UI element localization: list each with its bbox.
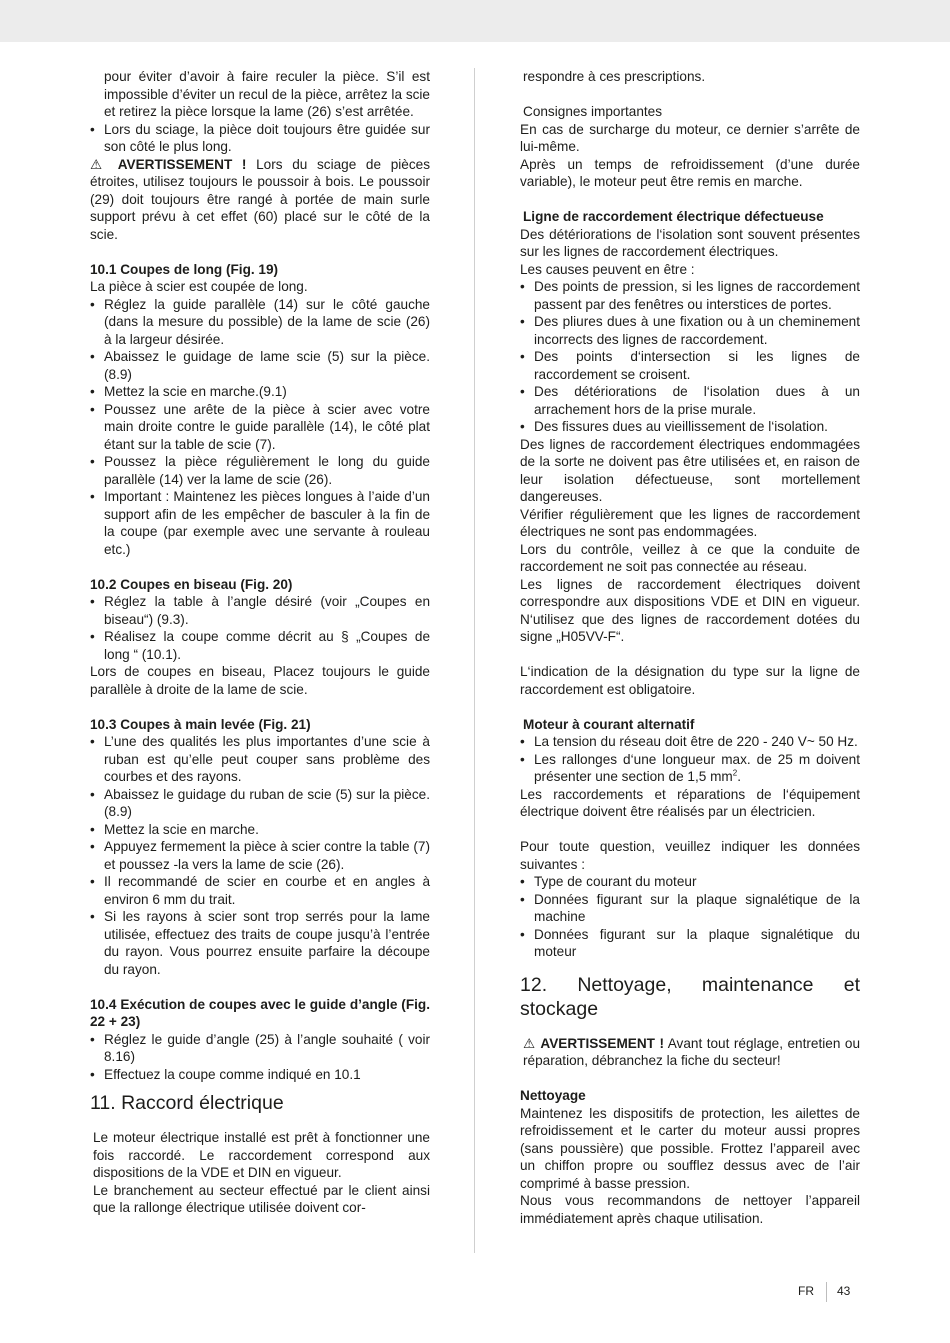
list-item: • Des fissures dues au vieillissement de l‘isolation. xyxy=(520,418,860,436)
section-title-10-2: 10.2 Coupes en biseau (Fig. 20) xyxy=(90,576,293,592)
ligne-paragraph: Des détériorations de l‘isolation sont souvent présentes sur les lignes de raccordement électriques. xyxy=(520,226,860,259)
nettoyage-paragraph: Nous vous recommandons de nettoyer l’appareil immédiatement après chaque utilisation. xyxy=(520,1193,860,1226)
superscript: 2 xyxy=(732,768,738,778)
ligne-paragraph: Des lignes de raccordement électriques endommagées de la sorte ne doivent pas être utilisées et, en raison de leur isolation défectueuse, sont mortellement dangereuses. xyxy=(520,436,860,504)
warning-label: AVERTISSEMENT ! xyxy=(117,156,247,172)
list-item-text: Les rallonges d‘une longueur max. de 25 m doivent présenter une section de 1,5 mm xyxy=(534,751,860,784)
section-title-10-1: 10.1 Coupes de long (Fig. 19) xyxy=(90,261,279,277)
footer-separator xyxy=(826,1282,827,1302)
ligne-paragraph: L‘indication de la désignation du type sur la ligne de raccordement est obligatoire. xyxy=(520,664,860,697)
list-item: • Des détériorations de l‘isolation dues à un arrachement hors de la prise murale. xyxy=(520,383,860,418)
ligne-list xyxy=(520,278,860,436)
column-divider xyxy=(474,68,475,1253)
section-intro: La pièce à scier est coupée de long. xyxy=(90,279,308,294)
list-item: • Des pliures dues à une fixation ou à un cheminement incorrects des lignes de raccordement. xyxy=(520,313,860,348)
ligne-paragraph: Les causes peuvent en être : xyxy=(520,261,695,277)
warning-label: AVERTISSEMENT ! xyxy=(540,1035,664,1051)
list-item: • Type de courant du moteur xyxy=(520,873,860,891)
list-item: • Réalisez la coupe comme décrit au § „Coupes de long “ (10.1). xyxy=(90,628,430,663)
ligne-paragraph: Vérifier régulièrement que les lignes de raccordement électriques ne sont pas endommagées. xyxy=(520,506,860,539)
list-item xyxy=(520,751,860,786)
list-item: • Réglez la guide parallèle (14) sur le côté gauche (dans la mesure du possible) de la lame de scie (26) à la largeur désirée. xyxy=(90,296,430,349)
warning-icon: ⚠ xyxy=(90,156,109,172)
section-title-10-3: 10.3 Coupes à main levée (Fig. 21) xyxy=(90,716,311,732)
list-item: • Données figurant sur la plaque signalétique du moteur xyxy=(520,926,860,961)
moteur-paragraph: Pour toute question, veuillez indiquer les données suivantes : xyxy=(520,839,860,872)
consignes-paragraph: En cas de surcharge du moteur, ce dernier s’arrête de lui-même. xyxy=(520,121,860,154)
ligne-paragraph: Les lignes de raccordement électriques doivent correspondre aux dispositions VDE et DIN en vigueur. N‘utilisez que des lignes de raccordement dotées du signe „H05VV-F“. xyxy=(520,576,860,644)
right-continuation: respondre à ces prescriptions. xyxy=(523,69,706,84)
nettoyage-title: Nettoyage xyxy=(520,1088,586,1103)
list-item: • Poussez la pièce régulièrement le long du guide parallèle (14) ver la lame de scie (26). xyxy=(90,453,430,488)
list-item: • Mettez la scie en marche.(9.1) xyxy=(90,383,430,401)
warning-text: Avant tout réglage, entretien ou réparation, débranchez la fiche du secteur! xyxy=(523,1035,861,1068)
list-item: • Des points d‘intersection si les lignes de raccordement se croisent. xyxy=(520,348,860,383)
moteur-paragraph: Les raccordements et réparations de l‘équipement électrique doivent être réalisés par un électricien. xyxy=(520,786,860,819)
list-item: • Effectuez la coupe comme indiqué en 10.1 xyxy=(90,1066,430,1084)
moteur-list xyxy=(520,733,860,786)
list-item: • La tension du réseau doit être de 220 - 240 V~ 50 Hz. xyxy=(520,733,860,751)
intro-continuation: pour éviter d’avoir à faire reculer la pièce. S’il est impossible d’éviter un recul de la pièce, arrêtez la scie et retirez la pièce lorsque la lame (26) s’est arrêtée. xyxy=(104,69,430,119)
consignes-title: Consignes importantes xyxy=(523,104,663,119)
list-item: • L’une des qualités les plus importantes d’une scie à ruban est qu’elle peut couper sans problème des courbes et des rayons. xyxy=(90,733,430,786)
list-item: • Réglez le guide d’angle (25) à l’angle souhaité ( voir 8.16) xyxy=(90,1031,430,1066)
page-number: 43 xyxy=(837,1284,851,1298)
warning-icon: ⚠ xyxy=(523,1035,536,1051)
left-column xyxy=(90,68,430,1217)
moteur-data-list xyxy=(520,873,860,961)
section-10-1-list xyxy=(90,296,430,559)
list-item: • Réglez la table à l’angle désiré (voir „Coupes en biseau“) (9.3). xyxy=(90,593,430,628)
list-item: • Abaissez le guidage de lame scie (5) sur la pièce. (8.9) xyxy=(90,348,430,383)
warning-text: Lors du sciage de pièces étroites, utilisez toujours le poussoir à bois. Le poussoir (29) doit toujours être rangé à portée de main surle support prévu à cet effet (60) placé sur le côté de la scie. xyxy=(90,156,430,242)
list-item-text: . xyxy=(737,769,741,784)
list-item: • Mettez la scie en marche. xyxy=(90,821,430,839)
footer-language: FR xyxy=(798,1284,814,1298)
list-item: • Important : Maintenez les pièces longues à l’aide d’un support afin de les empêcher de basculer à la fin de la coupe (par exemple avec une servante à rouleau etc.) xyxy=(90,488,430,558)
list-item: • Des points de pression, si les lignes de raccordement passent par des fenêtres ou interstices de portes. xyxy=(520,278,860,313)
section-11-paragraph: Le branchement au secteur effectué par le client ainsi que la rallonge électrique utilisée doivent cor- xyxy=(93,1182,430,1215)
moteur-title: Moteur à courant alternatif xyxy=(523,716,695,732)
list-item: • Abaissez le guidage du ruban de scie (5) sur la pièce. (8.9) xyxy=(90,786,430,821)
list-item: • Lors du sciage, la pièce doit toujours être guidée sur son côté le plus long. xyxy=(90,121,430,156)
section-title-11: 11. Raccord électrique xyxy=(90,1092,284,1114)
section-title-10-4: 10.4 Exécution de coupes avec le guide d’angle (Fig. 22 + 23) xyxy=(90,996,430,1029)
list-item: • Appuyez fermement la pièce à scier contre la table (7) et poussez -la vers la lame de scie (26). xyxy=(90,838,430,873)
ligne-title: Ligne de raccordement électrique défectueuse xyxy=(523,209,824,224)
section-10-3-list xyxy=(90,733,430,978)
section-10-2-list xyxy=(90,593,430,663)
section-11-paragraph: Le moteur électrique installé est prêt à fonctionner une fois raccordé. Le raccordement correspond aux dispositions de la VDE et DIN en vigueur. xyxy=(93,1130,430,1180)
list-item: • Si les rayons à scier sont trop serrés pour la lame utilisée, effectuez des traits de coupe jusqu’à l’entrée du rayon. Vous pourrez ensuite parfaire la découpe du rayon. xyxy=(90,908,430,978)
nettoyage-paragraph: Maintenez les dispositifs de protection, les ailettes de refroidissement et le carter du moteur aussi propres (sans poussière) que possible. Frottez l’appareil avec un chiffon propre ou soufflez dessus avec de l’air comprimé à basse pression. xyxy=(520,1105,860,1191)
intro-list xyxy=(90,121,430,156)
list-item: • Données figurant sur la plaque signalétique de la machine xyxy=(520,891,860,926)
top-band xyxy=(0,0,950,42)
warning-paragraph xyxy=(520,1035,860,1070)
section-title-12: 12. Nettoyage, maintenance et stockage xyxy=(520,973,860,1020)
list-item: • Il recommandé de scier en courbe et en angles à environ 6 mm du trait. xyxy=(90,873,430,908)
right-column xyxy=(520,68,860,1227)
consignes-paragraph: Après un temps de refroidissement (d’une durée variable), le moteur peut être remis en marche. xyxy=(520,156,860,189)
section-10-2-note: Lors de coupes en biseau, Placez toujours le guide parallèle à droite de la lame de scie. xyxy=(90,664,430,697)
list-item: • Poussez une arête de la pièce à scier avec votre main droite contre le guide parallèle (14), le côté plat étant sur la table de scie (7). xyxy=(90,401,430,454)
warning-paragraph xyxy=(90,156,430,244)
section-10-4-list xyxy=(90,1031,430,1084)
ligne-paragraph: Lors du contrôle, veillez à ce que la conduite de raccordement ne soit pas connectée au réseau. xyxy=(520,541,860,574)
